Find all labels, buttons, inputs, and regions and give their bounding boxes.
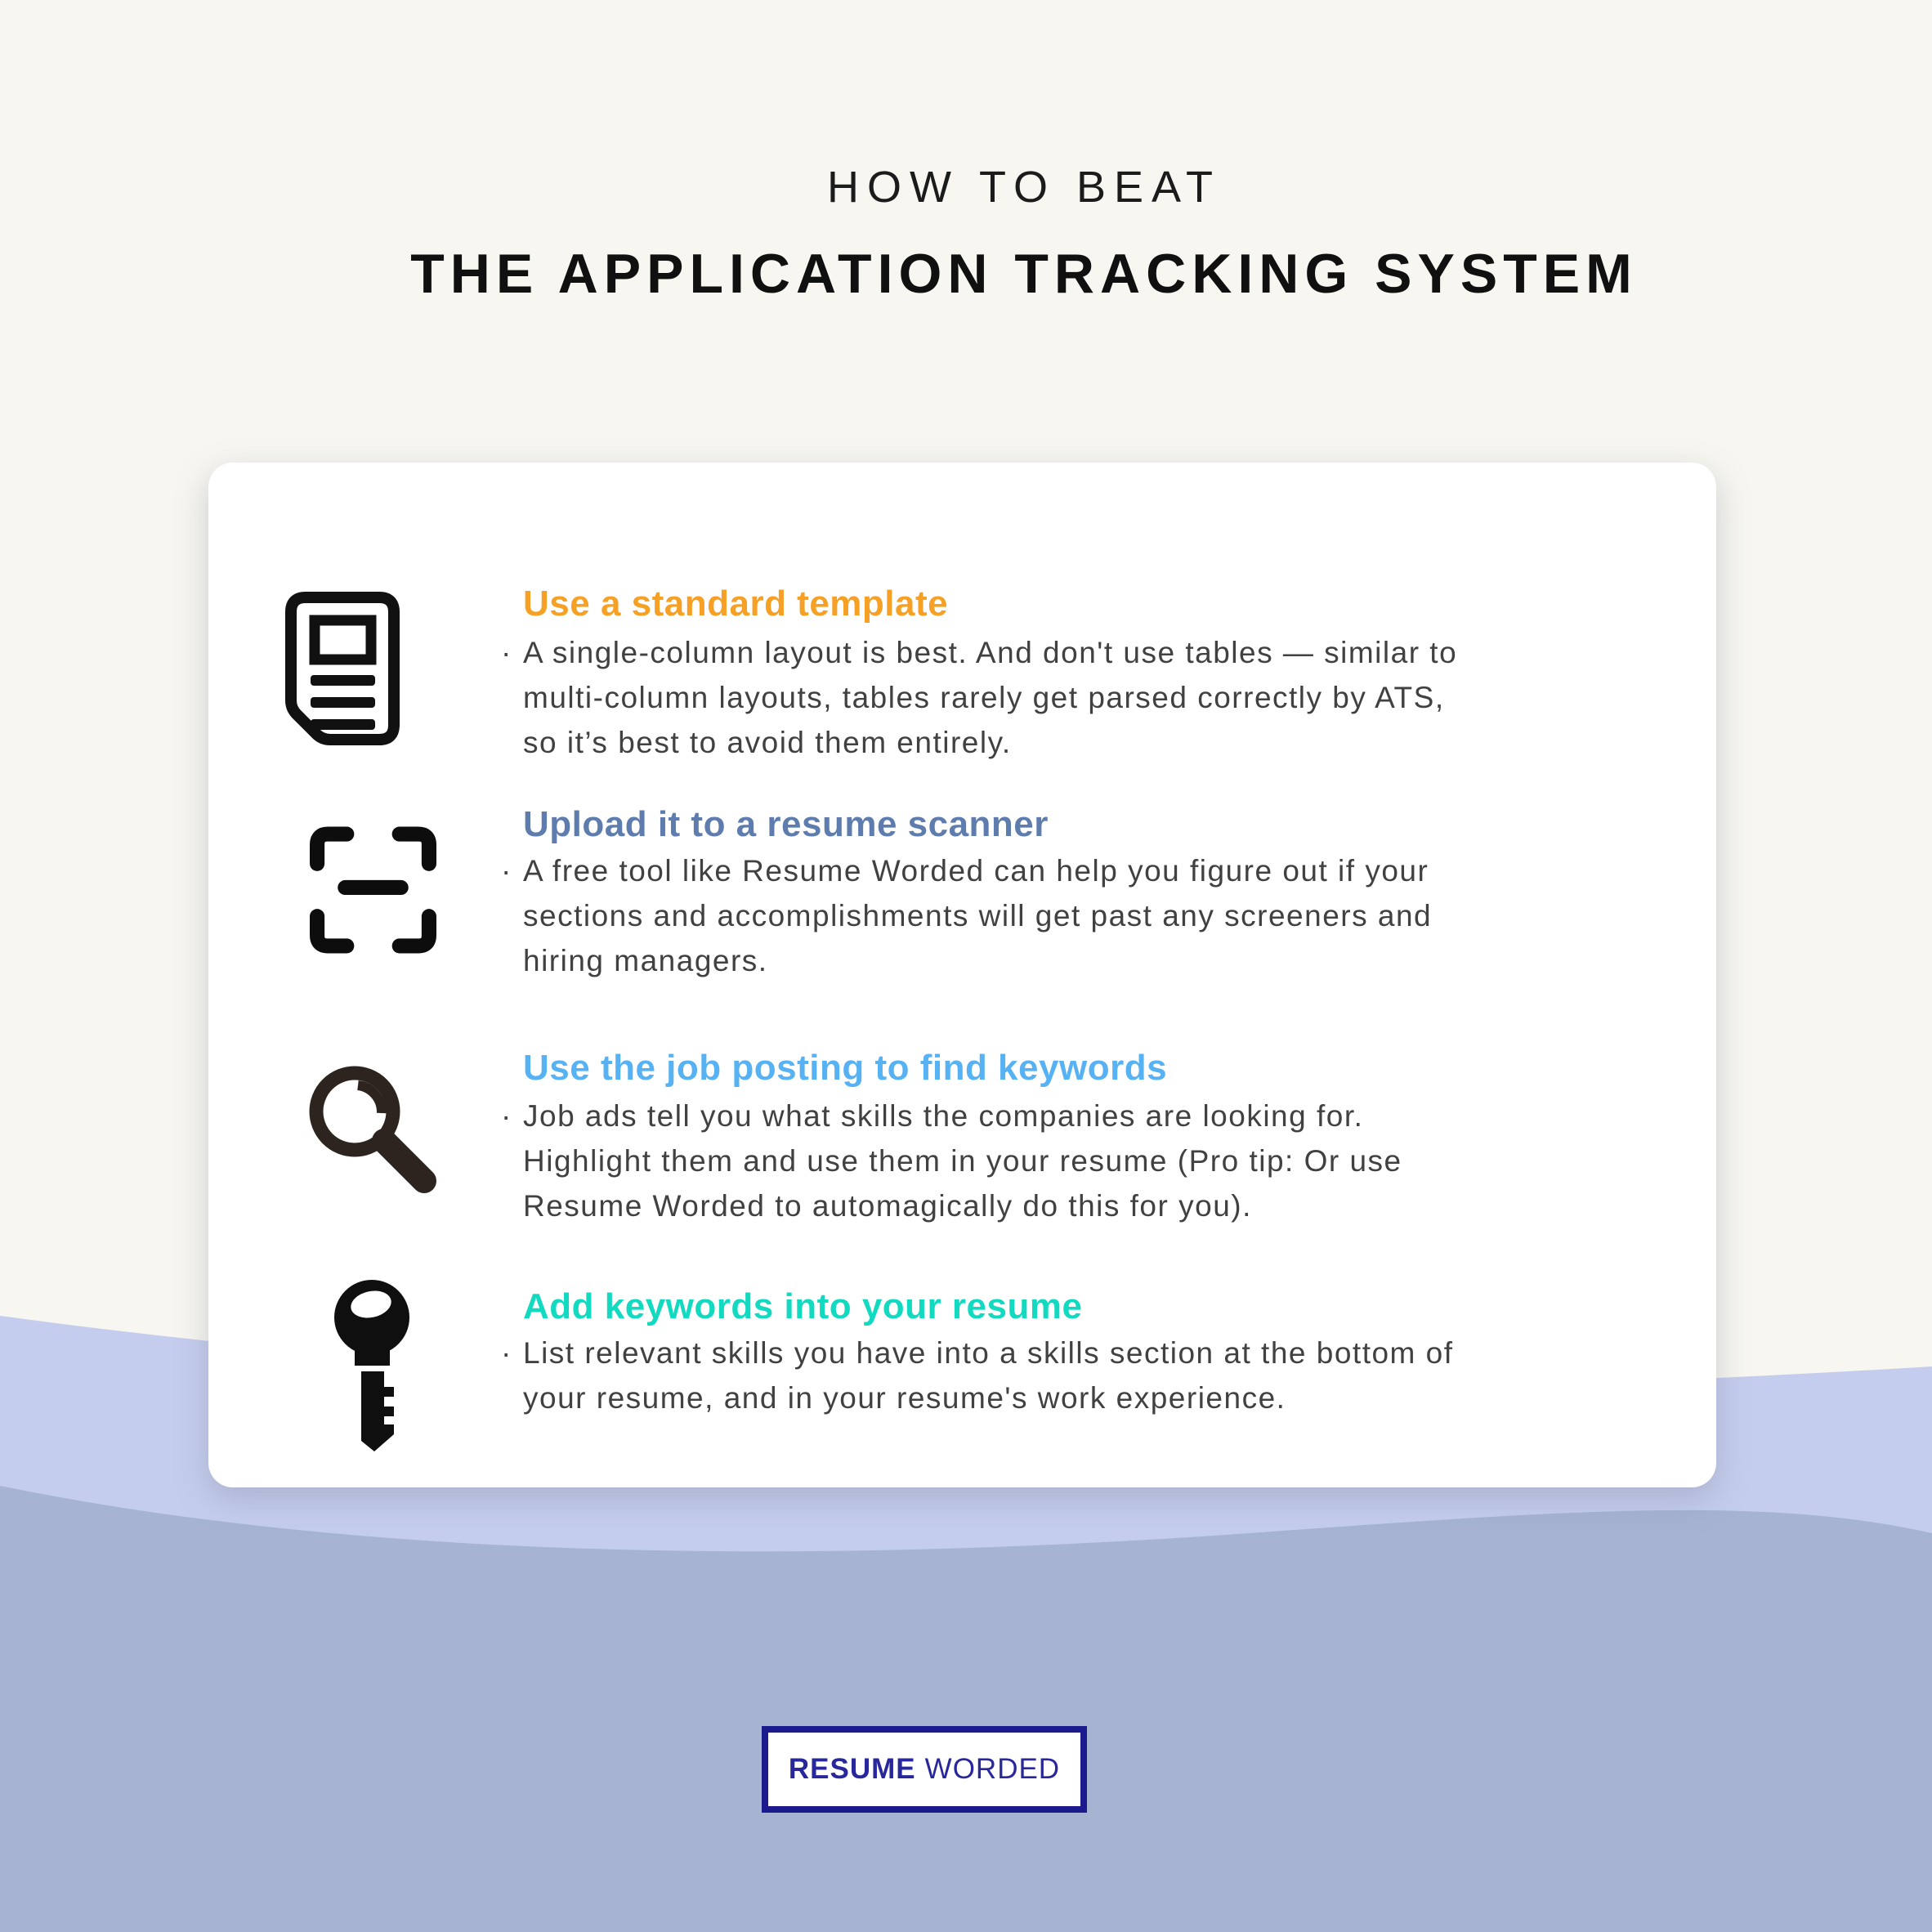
content-card [208, 463, 1716, 1487]
header-kicker: HOW TO BEAT [826, 163, 1222, 212]
key-icon [333, 1279, 411, 1459]
scanner-icon [307, 824, 439, 960]
body-line: so it’s best to avoid them entirely. [523, 726, 1012, 759]
body-line: A single-column layout is best. And don't use tables — similar to [523, 636, 1458, 669]
resume-worded-logo [762, 1726, 1087, 1813]
magnifier-icon [304, 1061, 447, 1207]
body-line: sections and accomplishments will get past any screeners and [523, 899, 1433, 932]
wave-dark [0, 1486, 1932, 1932]
bullet-dot: · [501, 636, 512, 669]
bullet-dot: · [501, 1336, 512, 1370]
section-1-body [501, 630, 1458, 765]
body-line: List relevant skills you have into a skills section at the bottom of [523, 1336, 1454, 1370]
body-line: hiring managers. [523, 944, 768, 977]
document-icon [284, 591, 400, 750]
page-title: THE APPLICATION TRACKING SYSTEM [410, 243, 1638, 305]
body-line: Highlight them and use them in your resume (Pro tip: Or use [523, 1144, 1402, 1178]
bullet-dot: · [501, 1099, 512, 1133]
brand-word-resume: RESUME [788, 1753, 916, 1785]
brand-word-worded: WORDED [924, 1753, 1061, 1785]
section-2-heading: Upload it to a resume scanner [523, 804, 1049, 844]
section-4-heading: Add keywords into your resume [523, 1286, 1083, 1326]
body-line: A free tool like Resume Worded can help you figure out if your [523, 854, 1429, 888]
section-1-heading: Use a standard template [523, 584, 949, 624]
section-3-body [501, 1093, 1402, 1228]
body-line: your resume, and in your resume's work experience. [523, 1381, 1286, 1415]
bullet-dot: · [501, 854, 512, 888]
body-line: Resume Worded to automagically do this for you). [523, 1189, 1252, 1223]
section-4-body [501, 1330, 1454, 1420]
body-line: multi-column layouts, tables rarely get parsed correctly by ATS, [523, 681, 1445, 714]
section-3-heading: Use the job posting to find keywords [523, 1048, 1168, 1088]
body-line: Job ads tell you what skills the companies are looking for. [523, 1099, 1364, 1133]
section-2-body [501, 848, 1433, 983]
